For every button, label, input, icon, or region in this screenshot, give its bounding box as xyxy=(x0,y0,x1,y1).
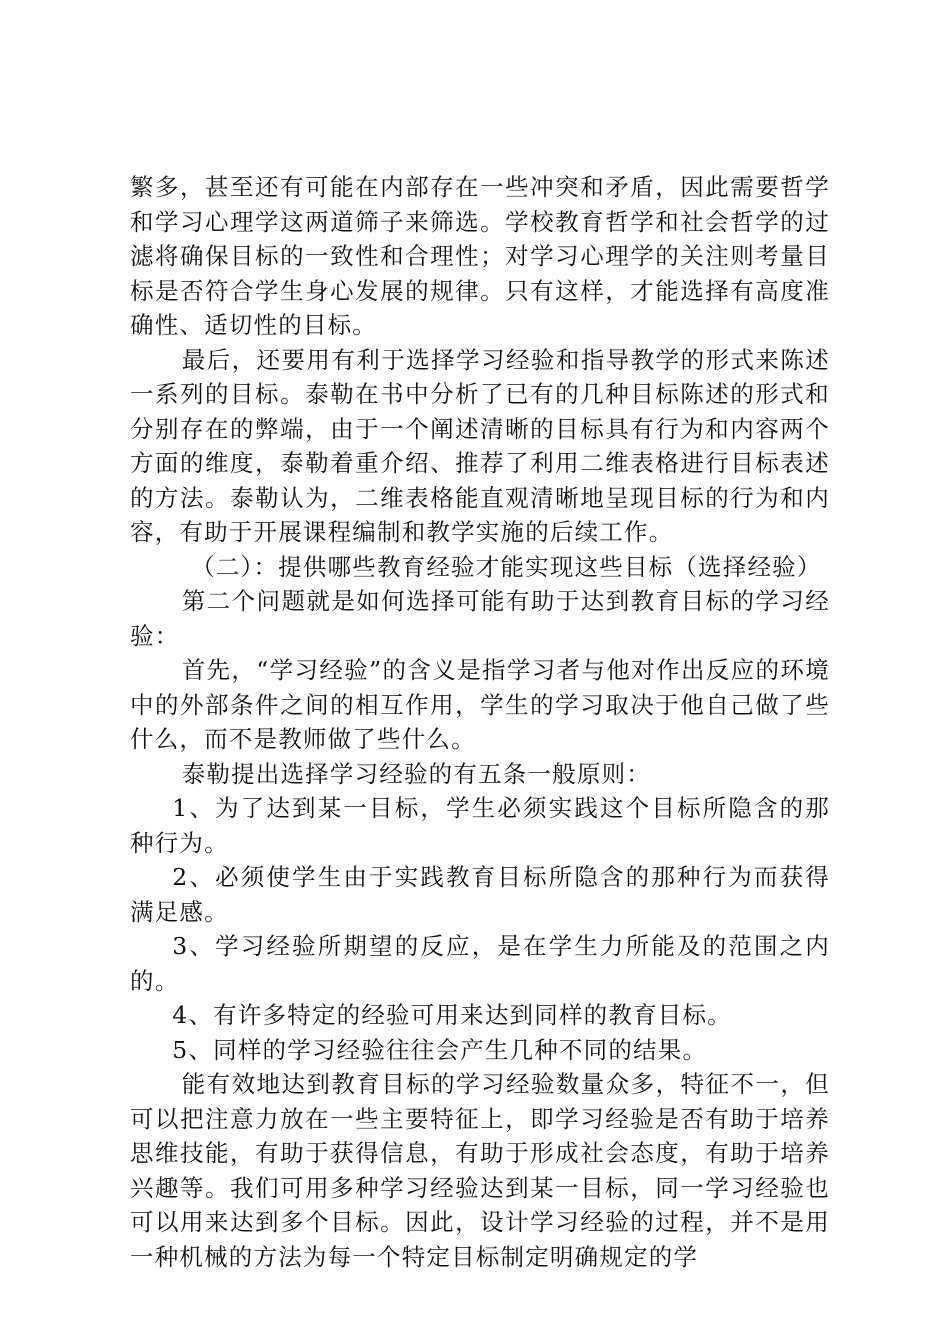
section-heading: （二）：提供哪些教育经验才能实现这些目标（选择经验） xyxy=(191,552,822,581)
paragraph-continued: 繁多，甚至还有可能在内部存在一些冲突和矛盾，因此需要哲学和学习心理学这两道筛子来筛选。学校教育哲学和社会哲学的过滤将确保目标的一致性和合理性；对学习心理学的关注则考量目标是否符合学生身心发展的规律。只有这样，才能选择有高度准确性、适切性的目标。 xyxy=(130,173,830,339)
paragraph-learning-experience-features: 能有效地达到教育目标的学习经验数量众多，特征不一，但可以把注意力放在一些主要特征上，即学习经验是否有助于培养思维技能，有助于获得信息，有助于形成社会态度，有助于培养兴趣等。我们可用多种学习经验达到某一目标，同一学习经验也可以用来达到多个目标。因此，设计学习经验的过程，并不是用一种机械的方法为每一个特定目标制定明确规定的学 xyxy=(130,1070,830,1271)
paragraph-five-principles-intro: 泰勒提出选择学习经验的有五条一般原则： xyxy=(181,759,651,788)
list-item-principle-1: 1、为了达到某一目标，学生必须实践这个目标所隐含的那种行为。 xyxy=(130,794,830,857)
list-item-principle-3: 3、学习经验所期望的反应，是在学生力所能及的范围之内的。 xyxy=(130,932,830,995)
paragraph-second-question: 第二个问题就是如何选择可能有助于达到教育目标的学习经验： xyxy=(130,587,830,650)
document-page xyxy=(130,170,830,1274)
list-item-principle-5: 5、同样的学习经验往往会产生几种不同的结果。 xyxy=(172,1035,708,1064)
list-item-principle-4: 4、有许多特定的经验可用来达到同样的教育目标。 xyxy=(172,1001,732,1029)
paragraph-learning-experience-definition: 首先，“学习经验”的含义是指学习者与他对作出反应的环境中的外部条件之间的相互作用，学生的学习取决于他自己做了些什么，而不是教师做了些什么。 xyxy=(130,656,830,753)
list-item-principle-2: 2、必须使学生由于实践教育目标所隐含的那种行为而获得满足感。 xyxy=(130,863,830,926)
paragraph-objective-statement: 最后，还要用有利于选择学习经验和指导教学的形式来陈述一系列的目标。泰勒在书中分析了已有的几种目标陈述的形式和分别存在的弊端，由于一个阐述清晰的目标具有行为和内容两个方面的维度，泰勒着重介绍、推荐了利用二维表格进行目标表述的方法。泰勒认为，二维表格能直观清晰地呈现目标的行为和内容，有助于开展课程编制和教学实施的后续工作。 xyxy=(130,345,830,546)
